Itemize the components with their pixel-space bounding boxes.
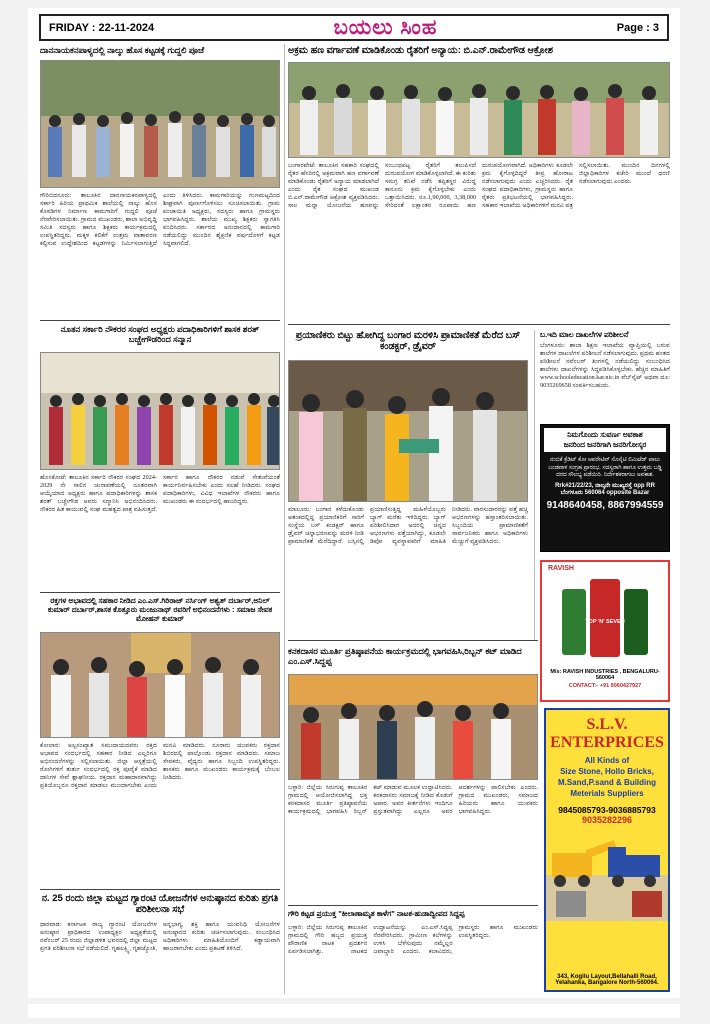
- issue-date: FRIDAY : 22-11-2024: [49, 21, 155, 34]
- divider: [40, 592, 280, 593]
- newspaper-title: ಬಯಲು ಸಿಂಹ: [333, 15, 438, 39]
- ad-title-box: [544, 428, 666, 452]
- column-divider: [534, 330, 535, 640]
- story5-body: ಬಂಗಾರಪೇಟೆ: ತಾಲೂಕಿನ ಸಹಕಾರಿ ಸಂಘದಲ್ಲಿ ರೈತರ ಹೆಸರಿನಲ್ಲಿ ಅಕ್ರಮವಾಗಿ ಹಣ ವರ್ಗಾವಣೆ ಮಾಡಿಕೊಂಡು ರೈತರಿಗೆ ಅನ್ಯಾಯ ಮಾಡಲಾಗಿದೆ ಎಂದು ರೈತ ಸಂಘದ ಮುಖಂಡ ಬಿ.ಎನ್.ರಾಮೇಗೌಡ ಆಕ್ರೋಶ ವ್ಯಕ್ತಪಡಿಸಿದರು. ಸಾಲ ಮನ್ನಾ ಯೋಜನೆಯ ಹಣವನ್ನು ಸಂಬಂಧಪಟ್ಟ ರೈತರಿಗೆ ತಲುಪಿಸದೆ ದುರುಪಯೋಗ ಮಾಡಿಕೊಳ್ಳಲಾಗಿದೆ. ಈ ಕುರಿತು ಸಮಗ್ರ ತನಿಖೆ ನಡೆಸಿ ತಪ್ಪಿತಸ್ಥರ ವಿರುದ್ಧ ಕಾನೂನು ಕ್ರಮ ಕೈಗೊಳ್ಳಬೇಕು ಎಂದು ಒತ್ತಾಯಿಸಿದರು. ರೂ.1,90,000, 3,38,000 ಸೇರಿದಂತೆ ಲಕ್ಷಾಂತರ ರೂಪಾಯಿ ಹಣ ದುರುಪಯೋಗವಾಗಿದೆ. ಅಧಿಕಾರಿಗಳು ಕೂಡಲೇ ಕ್ರಮ ಕೈಗೊಳ್ಳದಿದ್ದರೆ ತೀವ್ರ ಹೋರಾಟ ನಡೆಸಲಾಗುವುದು ಎಂದು ಎಚ್ಚರಿಸಿದರು. ರೈತ ಸಂಘದ ಪದಾಧಿಕಾರಿಗಳು, ಗ್ರಾಮಸ್ಥರು ಹಾಗೂ ರೈತರು ಪ್ರತಿಭಟನೆಯಲ್ಲಿ ಭಾಗವಹಿಸಿದ್ದರು. ಸಹಕಾರ ಇಲಾಖೆಯ ಅಧಿಕಾರಿಗಳಿಗೆ ಮನವಿ ಪತ್ರ ಸಲ್ಲಿಸಲಾಯಿತು. ಮುಂದಿನ ದಿನಗಳಲ್ಲಿ ಜಿಲ್ಲಾಧಿಕಾರಿಗಳ ಕಚೇರಿ ಮುಂದೆ ಧರಣಿ ನಡೆಸಲಾಗುವುದು ಎಂದರು.: [288, 162, 670, 210]
- slv-kinds: All Kinds of: [584, 756, 630, 765]
- slv-products: Size Stone, Hollo Bricks, M.Sand,P.sand & Building Meterials Suppliers: [557, 767, 657, 798]
- ad-slv-enterprices: [544, 708, 670, 992]
- divider: [288, 640, 538, 641]
- story3-photo: [40, 632, 280, 738]
- page-number: Page : 3: [616, 21, 659, 34]
- story7-headline: ಬ.ಇದಿ ಮಾಲ ದಾಖಲೆಗಳ ಪರಿಶೀಲನೆ: [540, 330, 629, 339]
- slv-machinery-illustration: [546, 825, 668, 921]
- ravish-brand: RAVISH: [548, 565, 574, 572]
- ravish-contact: CONTACT:- +91 9060427927: [568, 683, 642, 689]
- story8-body: ಬಳ್ಳಾರಿ: ಜಿಲ್ಲೆಯ ಸಿರುಗುಪ್ಪ ತಾಲೂಕಿನ ಗ್ರಾಮದಲ್ಲಿ ಆಯೋಜಿಸಲಾಗಿದ್ದ ಭಕ್ತ ಕನಕದಾಸರ ಮೂರ್ತಿ ಪ್ರತಿಷ್ಠಾಪನೆಯ ಕಾರ್ಯಕ್ರಮದಲ್ಲಿ ಭಾಗವಹಿಸಿ ರಿಬ್ಬನ್ ಕಟ್ ಮಾಡುವ ಮೂಲಕ ಉದ್ಘಾಟಿಸಿದರು. ಕನಕದಾಸರು ಸಮಾಜಕ್ಕೆ ನೀಡಿದ ಕೊಡುಗೆ ಅಪಾರ. ಅವರ ಕೀರ್ತನೆಗಳು ಇಂದಿಗೂ ಪ್ರಸ್ತುತವಾಗಿದ್ದು ಎಲ್ಲರೂ ಅವರ ಆದರ್ಶಗಳನ್ನು ಪಾಲಿಸಬೇಕು ಎಂದರು. ಗ್ರಾಮದ ಮುಖಂಡರು, ಸಮಾಜದ ಹಿರಿಯರು ಹಾಗೂ ಯುವಕರು ಭಾಗವಹಿಸಿದ್ದರು.: [288, 784, 538, 816]
- ad-address: Rrk#21/22/23, ನಾಲ್ಕನೇ ಮುಖ್ಯರಸ್ತೆ opp RR ಬೆಂಗಳೂರು 560064 opposite Bazar: [555, 482, 655, 496]
- story5-headline: ಅಕ್ರಮ ಹಣ ವರ್ಗಾವಣೆ ಮಾಡಿಕೊಂಡು ರೈತರಿಗೆ ಅನ್ಯಾಯ: ಬಿ.ಎನ್.ರಾಮೇಗೌಡ ಆಕ್ರೋಶ: [288, 45, 553, 56]
- story9-headline: ಗೌರಿ ಕಟ್ಟಡ ಪ್ರಯುಕ್ತ "ಕೀಲಾಣಾಮೃತ ಕಾಳೆಗ" ನಾಟಕ-ಹುಡಾದ್ವೀಪದ ಸಿದ್ದಪ್ಪ: [288, 909, 465, 918]
- story2-body: ಹೊಸಕೋಟೆ: ತಾಲೂಕಿನ ಸರ್ಕಾರಿ ನೌಕರರ ಸಂಘದ 2024-2029 ನೇ ಸಾಲಿನ ಚುನಾವಣೆಯಲ್ಲಿ ನೂತನವಾಗಿ ಆಯ್ಕೆಯಾದ ಅಧ್ಯಕ್ಷರು ಹಾಗೂ ಪದಾಧಿಕಾರಿಗಳನ್ನು ಶಾಸಕ ಶರತ್ ಬಚ್ಚೇಗೌಡ ಅವರು ಸನ್ಮಾನಿಸಿ ಅಭಿನಂದಿಸಿದರು. ನೌಕರರ ಹಿತ ಕಾಯುವಲ್ಲಿ ಸಂಘ ಮಹತ್ವದ ಪಾತ್ರ ವಹಿಸುತ್ತದೆ. ಸರ್ಕಾರ ಹಾಗೂ ನೌಕರರ ನಡುವೆ ಸೇತುವೆಯಂತೆ ಕಾರ್ಯನಿರ್ವಹಿಸಬೇಕು ಎಂದು ಸಲಹೆ ನೀಡಿದರು. ಸಂಘದ ಪದಾಧಿಕಾರಿಗಳು, ವಿವಿಧ ಇಲಾಖೆಗಳ ನೌಕರರು ಹಾಗೂ ಮುಖಂಡರು ಈ ಸಂದರ್ಭದಲ್ಲಿ ಹಾಜರಿದ್ದರು.: [40, 474, 280, 514]
- story9-body: ಬಳ್ಳಾರಿ: ಜಿಲ್ಲೆಯ ಸಿರುಗುಪ್ಪ ತಾಲೂಕಿನ ಗ್ರಾಮದಲ್ಲಿ ಗೌರಿ ಹಬ್ಬದ ಪ್ರಯುಕ್ತ ಪೌರಾಣಿಕ ನಾಟಕ ಪ್ರದರ್ಶನ ಏರ್ಪಡಿಸಲಾಗಿತ್ತು. ನಾಟಕದ ಉದ್ಘಾಟನೆಯನ್ನು ಎಂ.ಎಸ್.ಸಿದ್ದಪ್ಪ ನೆರವೇರಿಸಿದರು. ಗ್ರಾಮೀಣ ಕಲೆಗಳನ್ನು ಉಳಿಸಿ ಬೆಳೆಸುವುದು ನಮ್ಮೆಲ್ಲರ ಜವಾಬ್ದಾರಿ ಎಂದರು. ಕಲಾವಿದರು, ಗ್ರಾಮಸ್ಥರು ಹಾಗೂ ಮುಖಂಡರು ಉಪಸ್ಥಿತರಿದ್ದರು.: [288, 924, 538, 956]
- ravish-product-name: TOP 'N' SEVEN: [585, 619, 625, 625]
- slv-phone-2: 9035282296: [581, 815, 633, 826]
- divider: [40, 320, 280, 321]
- divider: [40, 889, 280, 890]
- story1-headline: ದಾನನಾಯಕನಪಾಳ್ಯದಲ್ಲಿ ನಾಲ್ಕು ಹೊಸ ಕಟ್ಟಡಕ್ಕೆ ಗುದ್ದಲಿ ಪೂಜೆ: [40, 45, 205, 55]
- story1-body: ಗೌರಿಬಿದನೂರು: ತಾಲೂಕಿನ ದಾನನಾಯಕನಪಾಳ್ಯದಲ್ಲಿ ಸರ್ಕಾರಿ ಹಿರಿಯ ಪ್ರಾಥಮಿಕ ಶಾಲೆಯಲ್ಲಿ ನಾಲ್ಕು ಹೊಸ ಕೊಠಡಿಗಳ ನಿರ್ಮಾಣ ಕಾಮಗಾರಿಗೆ ಗುದ್ದಲಿ ಪೂಜೆ ನೆರವೇರಿಸಲಾಯಿತು. ಗ್ರಾಮದ ಮುಖಂಡರು, ಶಾಲಾ ಅಭಿವೃದ್ಧಿ ಸಮಿತಿ ಸದಸ್ಯರು ಹಾಗೂ ಶಿಕ್ಷಕರು ಕಾರ್ಯಕ್ರಮದಲ್ಲಿ ಉಪಸ್ಥಿತರಿದ್ದರು. ಮಕ್ಕಳ ಕಲಿಕೆಗೆ ಉತ್ತಮ ವಾತಾವರಣ ಕಲ್ಪಿಸುವ ಉದ್ದೇಶದಿಂದ ಕಟ್ಟಡಗಳನ್ನು ನಿರ್ಮಿಸಲಾಗುತ್ತಿದೆ ಎಂದು ತಿಳಿಸಿದರು. ಕಾಮಗಾರಿಯನ್ನು ಗುಣಮಟ್ಟದಿಂದ ಶೀಘ್ರವಾಗಿ ಪೂರ್ಣಗೊಳಿಸಲು ಸೂಚಿಸಲಾಯಿತು. ಗ್ರಾಮ ಪಂಚಾಯಿತಿ ಅಧ್ಯಕ್ಷರು, ಸದಸ್ಯರು ಹಾಗೂ ಗ್ರಾಮಸ್ಥರು ಭಾಗವಹಿಸಿದ್ದರು. ಶಾಲೆಯ ಮುಖ್ಯ ಶಿಕ್ಷಕರು ಸ್ವಾಗತಿಸಿ ವಂದಿಸಿದರು. ಸರ್ಕಾರದ ಅನುದಾನದಲ್ಲಿ ಕಾಮಗಾರಿ ನಡೆಯಲಿದ್ದು ಮುಂದಿನ ಶೈಕ್ಷಣಿಕ ವರ್ಷದೊಳಗೆ ಕಟ್ಟಡ ಸಿದ್ಧವಾಗಲಿದೆ.: [40, 192, 280, 248]
- newspaper-page: [28, 8, 680, 998]
- story6-photo: [288, 360, 528, 502]
- story4-body: ಧಾರವಾಡ: ಕರ್ನಾಟಕ ರಾಜ್ಯ ಗ್ಯಾರಂಟಿ ಯೋಜನೆಗಳ ಅನುಷ್ಠಾನ ಪ್ರಾಧಿಕಾರದ ಉಪಾಧ್ಯಕ್ಷರ ಅಧ್ಯಕ್ಷತೆಯಲ್ಲಿ ನವೆಂಬರ್ 25 ರಂದು ಜಿಲ್ಲಾಡಳಿತ ಭವನದಲ್ಲಿ ಜಿಲ್ಲಾ ಮಟ್ಟದ ಪ್ರಗತಿ ಪರಿಶೀಲನಾ ಸಭೆ ನಡೆಯಲಿದೆ. ಗೃಹಲಕ್ಷ್ಮಿ, ಗೃಹಜ್ಯೋತಿ, ಅನ್ನಭಾಗ್ಯ, ಶಕ್ತಿ ಹಾಗೂ ಯುವನಿಧಿ ಯೋಜನೆಗಳ ಅನುಷ್ಠಾನದ ಕುರಿತು ಚರ್ಚಿಸಲಾಗುವುದು. ಸಂಬಂಧಿಸಿದ ಅಧಿಕಾರಿಗಳು ಮಾಹಿತಿಯೊಂದಿಗೆ ಕಡ್ಡಾಯವಾಗಿ ಹಾಜರಾಗಬೇಕು ಎಂದು ಪ್ರಕಟಣೆ ತಿಳಿಸಿದೆ.: [40, 921, 280, 953]
- slv-address: 343, Kogilu Layout,Bellahalli Road, Yelahanka, Bangalore North-560064.: [555, 974, 659, 986]
- page-footer-strip: [28, 1004, 680, 1018]
- story6-body: ಮಾಲೂರು: ಬಂಗಾರ ಕಳೆದುಕೊಂಡು ಆತಂಕದಲ್ಲಿದ್ದ ಪ್ರಯಾಣಿಕರಿಗೆ ಸಾರಿಗೆ ಸಂಸ್ಥೆಯ ಬಸ್ ಕಂಡಕ್ಟರ್ ಹಾಗೂ ಡ್ರೈವರ್ ಚಿನ್ನಾಭರಣವನ್ನು ಮರಳಿ ನೀಡಿ ಪ್ರಾಮಾಣಿಕತೆ ಮೆರೆದಿದ್ದಾರೆ. ಬಸ್ಸಿನಲ್ಲಿ ಪ್ರಯಾಣಿಸುತ್ತಿದ್ದ ಮಹಿಳೆಯೊಬ್ಬರು ಬ್ಯಾಗ್ ಮರೆತು ಇಳಿದಿದ್ದರು. ಬ್ಯಾಗ್ ಪರಿಶೀಲಿಸಿದಾಗ ಅದರಲ್ಲಿ ಚಿನ್ನದ ಆಭರಣಗಳು ಪತ್ತೆಯಾಗಿದ್ದು, ಕೂಡಲೇ ಡಿಪೋ ವ್ಯವಸ್ಥಾಪಕರಿಗೆ ಮಾಹಿತಿ ನೀಡಿದರು. ವಾರಸುದಾರರನ್ನು ಪತ್ತೆ ಹಚ್ಚಿ ಆಭರಣಗಳನ್ನು ಹಸ್ತಾಂತರಿಸಲಾಯಿತು. ಸಿಬ್ಬಂದಿಯ ಪ್ರಾಮಾಣಿಕತೆಗೆ ಸಾರ್ವಜನಿಕರು ಹಾಗೂ ಅಧಿಕಾರಿಗಳು ಮೆಚ್ಚುಗೆ ವ್ಯಕ್ತಪಡಿಸಿದರು.: [288, 506, 528, 546]
- story4-headline: ನ. 25 ರಂದು ಜಿಲ್ಲಾ ಮಟ್ಟದ ಗ್ಯಾರಂಟಿ ಯೋಜನೆಗಳ ಅನುಷ್ಠಾನದ ಕುರಿತು ಪ್ರಗತಿ ಪರಿಶೀಲನಾ ಸಭೆ: [41, 893, 279, 916]
- story3-headline: ರಕ್ತಗಳ ಅಭಾವದಲ್ಲಿ ಸಹಕಾರ ನೀಡಿದ ಎಂ.ಎಸ್.ಗಿರಿರಾಜ್ ನರ್ಸಿಂಗ್ ಅಶ್ವತ್ ದರ್ಬಾರ್,ಅನಿಲ್ ಕುಮಾರ್ ದರ್ಬಾರ್,ಶಾಸಕ ಕೊತ್ತೂರು ಮಂಜುನಾಥ್ ರವರಿಗೆ ಅಭಿನಂದನೆಗಳು : ಸಮಾಜ ಸೇವಕ ಮೋಹನ್ ಕುಮಾರ್: [47, 596, 273, 623]
- slv-name: S.L.V. ENTERPRICES: [550, 716, 664, 751]
- divider: [288, 905, 538, 906]
- divider: [288, 324, 670, 325]
- story5-photo: [288, 62, 670, 158]
- story6-headline: ಪ್ರಯಾಣಿಕರು ಬಿಟ್ಟು ಹೋಗಿದ್ದ ಬಂಗಾರ ಮರಳಿಸಿ ಪ್ರಾಮಾಣಿಕತೆ ಮೆರೆದ ಬಸ್ ಕಂಡಕ್ಟರ್, ಡ್ರೈವರ್: [295, 330, 521, 353]
- ad-title: ನಿಮಗೊಂದು ಸುವರ್ಣ ಅವಕಾಶ: [567, 430, 643, 439]
- ravish-product-packs: [542, 575, 668, 665]
- ad-cooperative-society: [540, 424, 670, 552]
- story7-body: ಬೆಂಗಳೂರು: ಶಾಲಾ ಶಿಕ್ಷಣ ಇಲಾಖೆಯ ವ್ಯಾಪ್ತಿಯಲ್ಲಿ ಬರುವ ಶಾಲೆಗಳ ದಾಖಲೆಗಳ ಪರಿಶೀಲನೆ ನಡೆಸಲಾಗುವುದು. ಪ್ರಥಮ ಹಂತದ ಪರಿಶೀಲನೆ ನವೆಂಬರ್ ತಿಂಗಳಲ್ಲಿ ನಡೆಯಲಿದ್ದು ಸಂಬಂಧಿಸಿದ ಶಾಲೆಗಳು ದಾಖಲೆಗಳನ್ನು ಸಿದ್ಧಪಡಿಸಿಕೊಳ್ಳಬೇಕು. ಹೆಚ್ಚಿನ ಮಾಹಿತಿಗೆ www.schooleducation.kar.nic.in ವೆಬ್‌ಸೈಟ್ ಅಥವಾ ದೂ: 9035269658 ಸಂಪರ್ಕಿಸಬಹುದು.: [540, 342, 670, 390]
- ad-ravish-industries: [540, 560, 670, 702]
- story2-headline: ನೂತನ ಸರ್ಕಾರಿ ನೌಕರರ ಸಂಘದ ಅಧ್ಯಕ್ಷರು ಪದಾಧಿಕಾರಿಗಳಿಗೆ ಶಾಸಕ ಶರತ್ ಬಚ್ಚೇಗೌಡರಿಂದ ಸನ್ಮಾನ: [60, 324, 260, 345]
- story3-body: ಕೋಲಾರ: ಅಲ್ಪಸಂಖ್ಯಾತ ಸಮುದಾಯದವರು ರಕ್ತದ ಅಭಾವದ ಸಂದರ್ಭದಲ್ಲಿ ಸಹಕಾರ ನೀಡಿದ ಎಲ್ಲರಿಗೂ ಅಭಿನಂದನೆಗಳನ್ನು ಸಲ್ಲಿಸಲಾಯಿತು. ಜಿಲ್ಲಾ ಆಸ್ಪತ್ರೆಯಲ್ಲಿ ರೋಗಿಗಳಿಗೆ ತುರ್ತು ಸಂದರ್ಭದಲ್ಲಿ ರಕ್ತ ಪೂರೈಕೆ ಮಾಡಿದ ದಾನಿಗಳ ಸೇವೆ ಶ್ಲಾಘನೀಯ. ರಕ್ತದಾನ ಮಹಾದಾನವಾಗಿದ್ದು ಪ್ರತಿಯೊಬ್ಬರೂ ರಕ್ತದಾನ ಮಾಡಲು ಮುಂದಾಗಬೇಕು ಎಂದು ಮನವಿ ಮಾಡಿದರು. ನೂರಾರು ಯುವಕರು ರಕ್ತದಾನ ಶಿಬಿರದಲ್ಲಿ ಪಾಲ್ಗೊಂಡು ರಕ್ತದಾನ ಮಾಡಿದರು. ಸಮಾಜ ಸೇವಕರು, ವೈದ್ಯರು ಹಾಗೂ ಸಿಬ್ಬಂದಿ ಉಪಸ್ಥಿತರಿದ್ದರು. ಶಾಸಕರು ಹಾಗೂ ಮುಖಂಡರು ಕಾರ್ಯಕ್ರಮಕ್ಕೆ ಬೆಂಬಲ ನೀಡಿದರು.: [40, 742, 280, 790]
- story1-photo: [40, 60, 280, 188]
- column-divider: [284, 44, 285, 994]
- story8-photo: [288, 674, 538, 780]
- ravish-footer: M/s: RAVISH INDUSTRIES , BENGALURU-560064: [550, 669, 660, 681]
- story2-photo: [40, 352, 280, 470]
- ad-body: ನಂಬಿಕೆ ಕ್ರೆಡಿಟ್ ಕೋ ಆಪರೇಟಿವ್ ಸೊಸೈಟಿ ಲಿಮಿಟೆಡ್ ಪಾಲು ಬಂಡವಾಳ ಸಂಗ್ರಹ ಪ್ರಾರಂಭ. ಸದಸ್ಯರಾಗಿ ಹಾಗೂ ಉತ್ತಮ ಬಡ್ಡಿ ದರದ ಸೌಲಭ್ಯ ಪಡೆಯಿರಿ. ನಿರ್ದೇಶಕರಾಗಲು ಅವಕಾಶ.: [548, 457, 662, 479]
- ad-phones: 9148640458, 8867994559: [546, 499, 664, 511]
- slv-phone-1: 9845085793-9036885793: [558, 805, 656, 816]
- masthead: [39, 14, 669, 41]
- ad-subtitle: ಜನರಿಂದ ಜನರಿಗಾಗಿ ಜನರಿಗೋಸ್ಕರ: [563, 440, 647, 449]
- story8-headline: ಕನಕದಾಸರ ಮೂರ್ತಿ ಪ್ರತಿಷ್ಠಾಪನೆಯ ಕಾರ್ಯಕ್ರಮದಲ್ಲಿ ಭಾಗವಹಿಸಿ,ರಿಬ್ಬನ್ ಕಟ್ ಮಾಡಿದ ಎಂ.ಎಸ್.ಸಿದ್ದಪ್ಪ: [288, 646, 522, 667]
